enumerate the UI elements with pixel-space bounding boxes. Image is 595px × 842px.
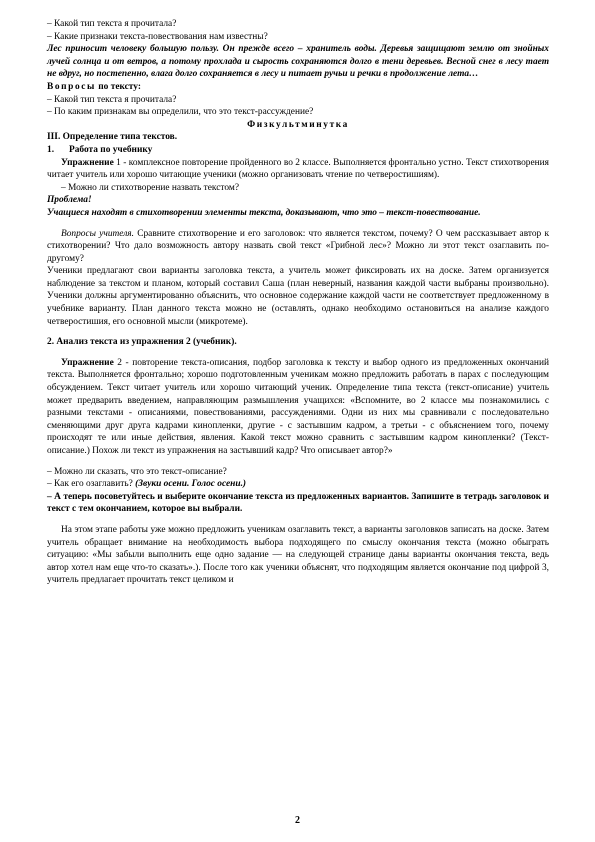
questions-heading <box>47 81 549 94</box>
item-2-heading: 2. Анализ текста из упражнения 2 (учебник). <box>47 337 237 348</box>
question-answer: (Звуки осени. Голос осени.) <box>135 479 247 490</box>
questions-heading-word: Вопросы <box>47 81 96 92</box>
exercise-label: Упражнение <box>61 357 114 368</box>
teacher-questions-text: Сравните стихотворение и его заголовок: что является текстом, почему? О чем рассказывает автор к стихотворении? Что дало возможность автору назвать свой текст «Грибной лес»? Можно ли этот текст озаглавить по-другому? <box>47 228 549 264</box>
question-line: – Какой тип текста я прочитала? <box>47 94 177 105</box>
exercise-label: Упражнение <box>61 157 114 168</box>
item-title: Работа по учебнику <box>69 144 153 155</box>
section-heading: III. Определение типа текстов. <box>47 132 178 143</box>
fizminutka-heading: Физкультминутка <box>247 119 349 130</box>
exercise-text: 1 - комплексное повторение пройденного во 2 классе. Выполняется фронтально устно. Текст стихотворения читает учитель или хорошо читающие ученики (можно организовать чтение по четверостишиям). <box>47 157 549 181</box>
questions-heading-tail: по тексту: <box>95 81 141 92</box>
teacher-questions-label: Вопросы учителя. <box>61 228 135 239</box>
document-page <box>47 18 549 587</box>
item-number: 1. <box>47 144 55 155</box>
question-line: – Какой тип текста я прочитала? <box>47 19 177 29</box>
teacher-questions-paragraph <box>47 228 549 266</box>
exercise-1-paragraph <box>47 157 549 182</box>
final-paragraph: На этом этапе работы уже можно предложить ученикам озаглавить текст, а варианты заголовков записать на доске. Затем учитель обращает внимание на необходимость выбора подходящего по смыслу окончания текста (можно обыграть ситуацию: «Мы забыли выполнить еще одно задание — на следующей странице даны варианты окончания текста, ведь автор хотел нам еще что-то сказать».). После того как ученики объяснят, что подходящим является окончание под цифрой 3, учитель предлагает прочитать текст целиком и <box>47 524 549 586</box>
task-paragraph: – А теперь посоветуйтесь и выберите окончание текста из предложенных вариантов. Запишите в тетрадь заголовок и текст с тем окончанием, которое вы выбрали. <box>47 491 549 515</box>
question-line: – Можно ли стихотворение назвать текстом? <box>61 182 239 193</box>
page-number: 2 <box>295 815 300 826</box>
students-paragraph: Ученики предлагают свои варианты заголовка текста, а учитель может фиксировать их на доске. Затем организуется наблюдение за текстом и планом, который составил Саша (план неверный, названия каждой части выбраны произвольно). Ученики должны аргументированно объяснить, что основное содержание каждой части не соответствует предложенному в учебнике варианту. План данного текста можно не (оставлять, однако необходимо остановиться на анализе каждого четверостишия, его основной мысли (микротеме). <box>47 266 549 327</box>
exercise-2-paragraph <box>47 357 549 458</box>
exercise-text: 2 - повторение текста-описания, подбор заголовка к тексту и выбор одного из предложенных окончаний текста. Выполняется фронтально; хорошо подготовленным ученикам можно предложить работать в парах с последующим обсуждением. Текст читает учитель или хорошо читающий ученик. Определение типа текста (текст-описание) учитель может предварить введением, направляющим размышления учащихся: «Вспомните, во 2 классе мы познакомились с разными текстами - описаниями, повествованиями, рассуждениями. Одни из них мы сравнивали с последовательно сменяющими друг друга кадрами кинопленки, другие - с застывшим кадром, а третьи - с объяснением того, почему происходят те или иные действия, явления. Какой текст можно сравнить с застывшим кадром кинопленки? (Текст-описание.) Похож ли текст из упражнения на застывший кадр? Что описывает автор?» <box>47 357 549 456</box>
forest-text: Лес приносит человеку большую пользу. Он прежде всего – хранитель воды. Деревья защищают землю от знойных лучей солнца и от ветров, а потому прохлада и сырость сохраняются долго в тени деревьев. Весной снег в лесу тает не вдруг, но постепенно, влага долго сохраняется в лесу и питает ручьи и речки в продолжение лета… <box>47 44 549 80</box>
item-heading <box>47 144 549 157</box>
question-line <box>47 478 549 491</box>
question-line: – По каким признакам вы определили, что это текст-рассуждение? <box>47 107 314 118</box>
problem-label: Проблема! <box>47 195 92 206</box>
problem-text: Учащиеся находят в стихотворении элементы текста, доказывают, что это – текст-повествование. <box>47 207 481 218</box>
question-text: – Как его озаглавить? <box>47 479 136 490</box>
question-line: – Какие признаки текста-повествования нам известны? <box>47 31 268 42</box>
question-line: – Можно ли сказать, что это текст-описание? <box>47 466 227 477</box>
